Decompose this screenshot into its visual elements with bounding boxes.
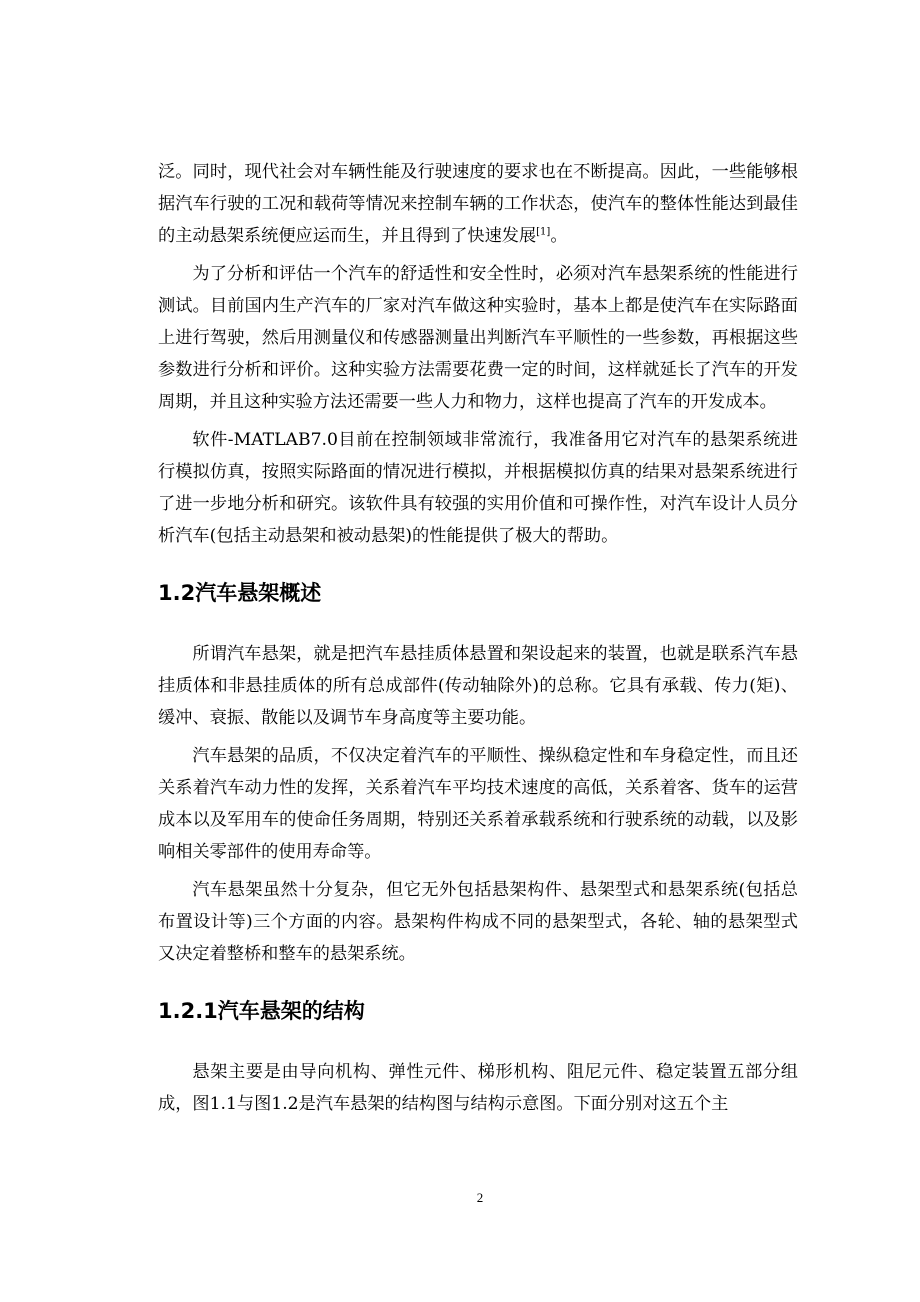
paragraph-testing: 为了分析和评估一个汽车的舒适性和安全性时，必须对汽车悬架系统的性能进行测试。目前国内生产汽车的厂家对汽车做这种实验时，基本上都是使汽车在实际路面上进行驾驶，然后用测量仪和传感器测量出判断汽车平顺性的一些参数，再根据这些参数进行分析和评价。这种实验方法需要花费一定的时间，这样就延长了汽车的开发周期，并且这种实验方法还需要一些人力和物力，这样也提高了汽车的开发成本。 bbox=[158, 264, 798, 412]
page-body bbox=[158, 156, 798, 1126]
paragraph-matlab: 软件-MATLAB7.0目前在控制领域非常流行，我准备用它对汽车的悬架系统进行模拟仿真，按照实际路面的情况进行模拟，并根据模拟仿真的结果对悬架系统进行了进一步地分析和研究。该软件具有较强的实用价值和可操作性，对汽车设计人员分析汽车(包括主动悬架和被动悬架)的性能提供了极大的帮助。 bbox=[158, 430, 798, 546]
paragraph-continuation bbox=[158, 156, 798, 252]
paragraph-suspension-definition: 所谓汽车悬架，就是把汽车悬挂质体悬置和架设起来的装置，也就是联系汽车悬挂质体和非悬挂质体的所有总成部件(传动轴除外)的总称。它具有承载、传力(矩)、缓冲、衰振、散能以及调节车身高度等主要功能。 bbox=[158, 644, 798, 728]
section-heading-1-2: 1.2汽车悬架概述 bbox=[158, 581, 322, 605]
paragraph-suspension-complexity: 汽车悬架虽然十分复杂，但它无外包括悬架构件、悬架型式和悬架系统(包括总布置设计等)三个方面的内容。悬架构件构成不同的悬架型式，各轮、轴的悬架型式又决定着整桥和整车的悬架系统。 bbox=[158, 880, 798, 964]
section-heading-1-2-1: 1.2.1汽车悬架的结构 bbox=[158, 999, 365, 1023]
paragraph-text-end: 。 bbox=[550, 226, 568, 246]
paragraph-suspension-quality: 汽车悬架的品质，不仅决定着汽车的平顺性、操纵稳定性和车身稳定性，而且还关系着汽车动力性的发挥，关系着汽车平均技术速度的高低，关系着客、货车的运营成本以及军用车的使命任务周期，特别还关系着承载系统和行驶系统的动载，以及影响相关零部件的使用寿命等。 bbox=[158, 746, 798, 862]
paragraph-text: 泛。同时，现代社会对车辆性能及行驶速度的要求也在不断提高。因此，一些能够根据汽车行驶的工况和载荷等情况来控制车辆的工作状态，使汽车的整体性能达到最佳的主动悬架系统便应运而生，并且得到了快速发展 bbox=[158, 162, 798, 246]
citation-reference: [1] bbox=[536, 226, 551, 238]
paragraph-suspension-structure: 悬架主要是由导向机构、弹性元件、梯形机构、阻尼元件、稳定装置五部分组成，图1.1与图1.2是汽车悬架的结构图与结构示意图。下面分别对这五个主 bbox=[158, 1062, 798, 1114]
page-number: 2 bbox=[476, 1190, 484, 1205]
